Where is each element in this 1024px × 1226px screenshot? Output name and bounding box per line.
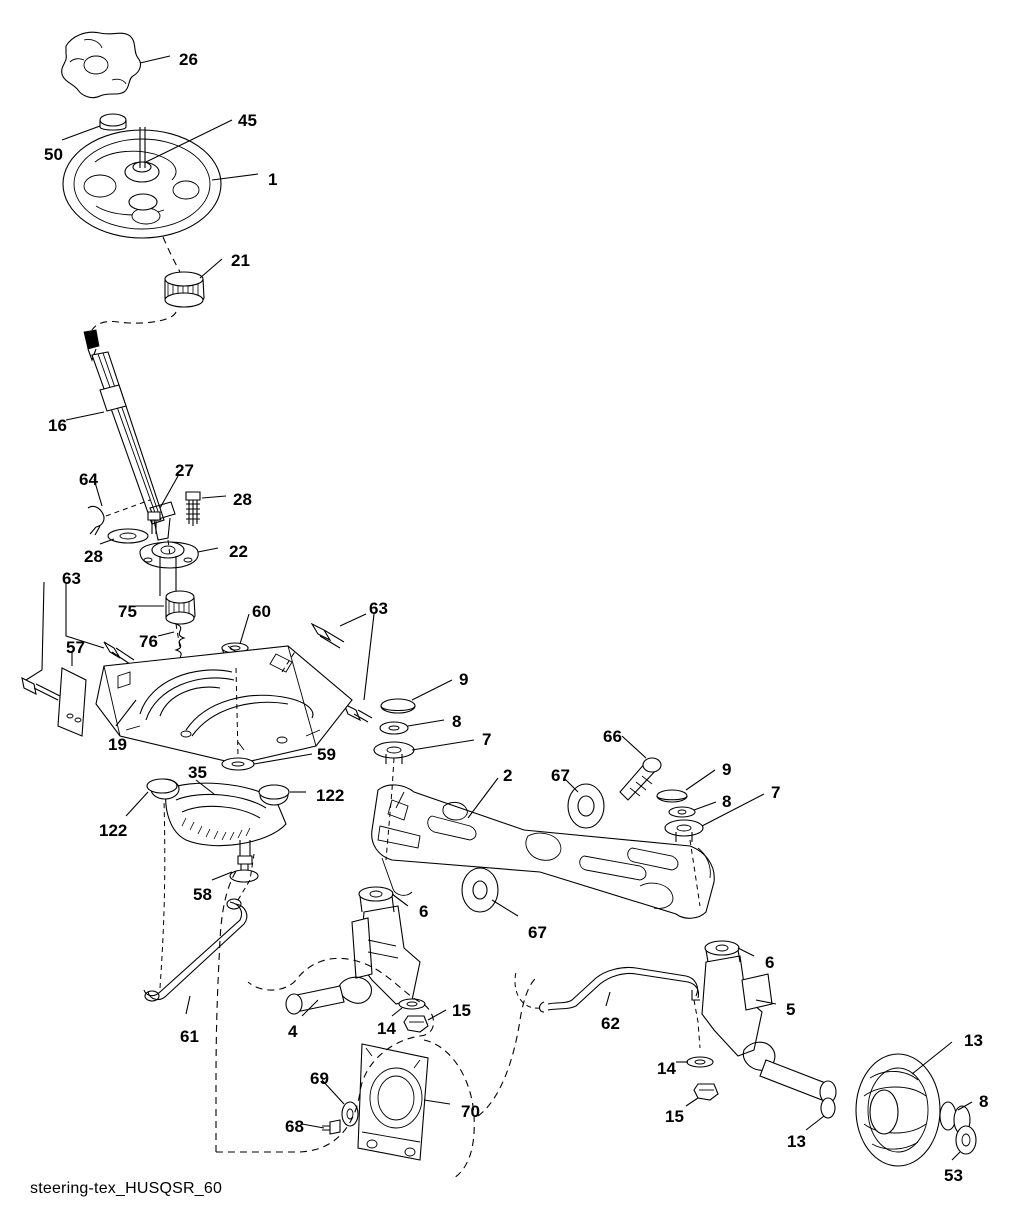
callout-67b: 67 (528, 923, 547, 942)
leader-28b (100, 539, 114, 544)
callout-45: 45 (238, 111, 257, 130)
callout-16: 16 (48, 416, 67, 435)
part-8-left-shape (380, 722, 408, 734)
callout-63: 63 (62, 569, 81, 588)
callout-15b: 15 (665, 1107, 684, 1126)
callout-50: 50 (44, 145, 63, 164)
leader-61 (186, 996, 190, 1014)
leader-53 (952, 1152, 960, 1160)
callout-9b: 9 (722, 760, 732, 779)
callout-6: 6 (419, 902, 429, 921)
callout-13: 13 (964, 1031, 983, 1050)
callout-57: 57 (66, 638, 85, 657)
callout-58: 58 (193, 885, 212, 904)
callout-22: 22 (229, 542, 248, 561)
leader-50 (62, 126, 100, 140)
callout-2: 2 (503, 766, 513, 785)
leader-6b (738, 948, 754, 956)
part-57-shape (58, 668, 86, 736)
part-4-shape (286, 887, 420, 1014)
part-75-shape (166, 591, 195, 624)
callout-61: 61 (180, 1027, 199, 1046)
figure-caption: steering-tex_HUSQSR_60 (30, 1180, 223, 1197)
leader-122b (126, 792, 148, 816)
callout-19: 19 (108, 735, 127, 754)
part-1-steering-wheel (63, 130, 221, 238)
leader-7a (412, 740, 474, 750)
callout-67: 67 (551, 766, 570, 785)
part-67-left-shape (462, 868, 498, 912)
part-70-shape (358, 1044, 428, 1160)
callout-6b: 6 (765, 953, 775, 972)
callout-8c: 8 (979, 1092, 989, 1111)
part-76-spring-shape (176, 624, 184, 662)
callout-8: 8 (452, 712, 462, 731)
leader-66 (622, 736, 646, 758)
callout-26: 26 (179, 50, 198, 69)
callout-15: 15 (452, 1001, 471, 1020)
callout-9: 9 (459, 670, 469, 689)
part-50-shape (100, 114, 126, 130)
part-62-shape (540, 967, 701, 1012)
callout-28: 28 (233, 490, 252, 509)
callout-5: 5 (786, 1000, 796, 1019)
leader-68 (302, 1124, 324, 1128)
part-14-left-shape (399, 999, 425, 1009)
part-9-right-shape (657, 790, 687, 802)
callout-62: 62 (601, 1014, 620, 1033)
leader-8a (408, 720, 444, 726)
part-16-steering-shaft (84, 330, 175, 540)
callout-21: 21 (231, 251, 250, 270)
leader-63a2 (26, 582, 44, 680)
assembly-dash-64 (106, 500, 150, 516)
callout-64: 64 (79, 470, 98, 489)
callout-13b: 13 (787, 1132, 806, 1151)
callout-53: 53 (944, 1166, 963, 1185)
part-19-shape (96, 646, 352, 764)
leader-9b (686, 770, 715, 790)
assembly-dash-76 (176, 624, 180, 648)
part-28-screw-shape (186, 492, 200, 526)
callout-122b: 122 (99, 821, 128, 840)
leader-13a (912, 1042, 952, 1074)
assembly-dash-61b (160, 800, 165, 988)
assembly-dash-bottom-link (478, 976, 538, 1116)
leader-15b (686, 1098, 698, 1106)
leader-63b2 (364, 614, 374, 700)
callout-66: 66 (603, 727, 622, 746)
leader-26 (140, 56, 170, 63)
part-8-right-shape (669, 807, 695, 817)
part-21-shape (165, 272, 204, 307)
callout-68: 68 (285, 1117, 304, 1136)
part-59-shape (222, 758, 254, 770)
leader-58 (212, 872, 232, 880)
part-64-shape (88, 506, 104, 535)
part-58-shape (230, 856, 258, 882)
part-66-shape (620, 758, 661, 800)
callout-122: 122 (316, 786, 345, 805)
leader-70 (424, 1100, 450, 1104)
part-2-front-axle (372, 785, 715, 921)
leader-21 (200, 259, 222, 278)
leader-76 (158, 632, 174, 636)
callout-14b: 14 (657, 1059, 676, 1078)
assembly-dash-shaft (92, 312, 176, 330)
part-28b-washer-shape (108, 529, 148, 543)
callout-63b: 63 (369, 599, 388, 618)
callout-59: 59 (317, 745, 336, 764)
callout-76: 76 (139, 632, 158, 651)
part-9-left-shape (381, 699, 415, 713)
leader-63b (340, 614, 366, 626)
part-7-right-shape (665, 820, 703, 842)
callout-4: 4 (288, 1022, 298, 1041)
callout-7b: 7 (771, 783, 781, 802)
callout-75: 75 (118, 602, 137, 621)
leader-14a (392, 1008, 402, 1016)
leader-28 (202, 496, 226, 498)
assembly-dash-62b (694, 1000, 700, 1048)
part-15-right-shape (694, 1084, 718, 1100)
part-53-shape (956, 1126, 976, 1154)
leader-13b (806, 1116, 824, 1130)
leader-62 (606, 992, 610, 1006)
part-13-bushing-shape (821, 1098, 835, 1118)
callout-1: 1 (268, 170, 278, 189)
leader-2 (468, 778, 498, 818)
part-14-right-shape (687, 1057, 713, 1067)
leader-8b (694, 802, 716, 810)
callout-60: 60 (252, 602, 271, 621)
part-26-shape (62, 32, 141, 97)
leader-6a (392, 894, 408, 906)
part-67-right-shape (568, 784, 604, 828)
callout-8b: 8 (722, 792, 732, 811)
callout-14: 14 (377, 1019, 396, 1038)
leader-7b (702, 794, 764, 826)
callout-27: 27 (175, 461, 194, 480)
part-68-shape (322, 1120, 340, 1134)
part-13-tire-shape (856, 1054, 940, 1166)
callout-69: 69 (310, 1069, 329, 1088)
assembly-dash-bottom-left (216, 868, 238, 1152)
leader-16 (66, 412, 104, 420)
part-61-shape (144, 899, 247, 1001)
callout-35: 35 (188, 763, 207, 782)
leader-67b (492, 900, 518, 916)
leader-9a (412, 680, 452, 700)
callout-28b: 28 (84, 547, 103, 566)
leader-27 (160, 476, 178, 508)
part-15-left-shape (404, 1016, 428, 1032)
assembly-dash-wheel (163, 237, 180, 272)
callout-7: 7 (482, 730, 492, 749)
leader-15a (428, 1010, 446, 1020)
callout-70: 70 (461, 1102, 480, 1121)
leader-22 (198, 548, 218, 552)
leader-60 (240, 614, 249, 644)
